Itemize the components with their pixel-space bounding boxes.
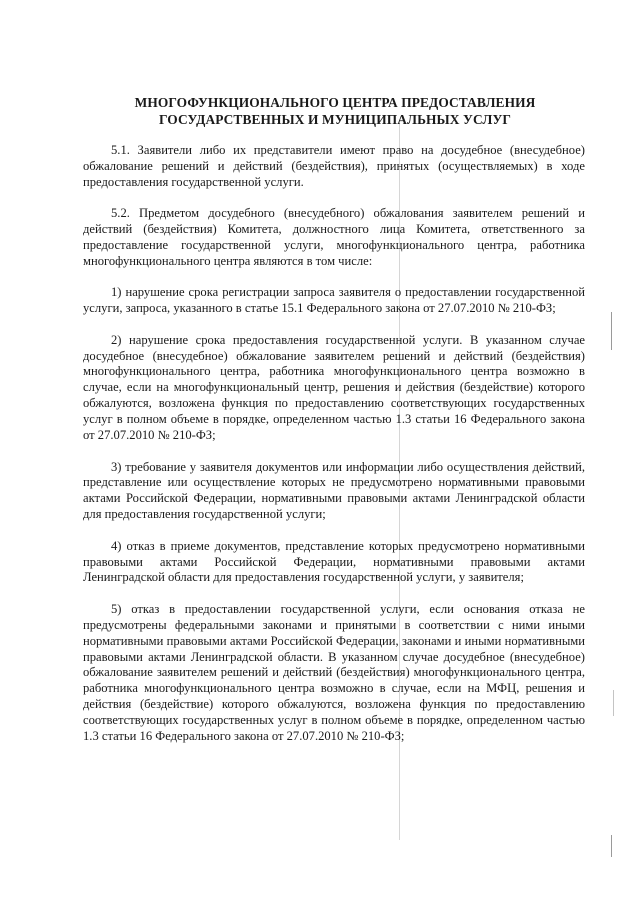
list-item-2: 2) нарушение срока предоставления государственной услуги. В указанном случае досудебное (внесудебное) обжалование заявителем решений и действий (бездействия) многофункционального центра, работника многофункционального центра возможно в случае, если на многофункциональный центр, решения и действия (бездействие) которого обжалуются, возложена функция по предоставлению соответствующих государственных услуг в полном объеме в порядке, определенном частью 1.3 статьи 16 Федерального закона от 27.07.2010 № 210-ФЗ; [83,332,585,443]
list-item-1: 1) нарушение срока регистрации запроса заявителя о предоставлении государственной услуги, запроса, указанного в статье 15.1 Федерального закона от 27.07.2010 № 210-ФЗ; [83,285,585,316]
list-item-5: 5) отказ в предоставлении государственной услуги, если основания отказа не предусмотрены федеральными законами и принятыми в соответствии с ними иными нормативными правовыми актами Российской Федерации, законами и иными нормативными правовыми актами Ленинградской области. В указанном случае досудебное (внесудебное) обжалование заявителем решений и действий (бездействия) многофункционального центра, работника многофункционального центра возможно в случае, если на МФЦ, решения и действия (бездействие) которого обжалуются, возложена функция по предоставлению соответствующих государственных услуг в полном объеме в порядке, определенном частью 1.3 статьи 16 Федерального закона от 27.07.2010 № 210-ФЗ; [83,601,585,744]
scan-edge-mark [613,690,614,716]
heading-line-1: МНОГОФУНКЦИОНАЛЬНОГО ЦЕНТРА ПРЕДОСТАВЛЕНИЯ [134,95,536,110]
paragraph-5-2: 5.2. Предметом досудебного (внесудебного) обжалования заявителем решений и действий (бездействия) Комитета, должностного лица Комитета, ответственного за предоставление государственной услуги, многофункционального центра, работника многофункционального центра являются в том числе: [83,206,585,268]
list-item-4: 4) отказ в приеме документов, представление которых предусмотрено нормативными правовыми актами Российской Федерации, нормативными правовыми актами Ленинградской области для предоставления государственной услуги, у заявителя; [83,538,585,585]
paragraph-5-1: 5.1. Заявители либо их представители имеют право на досудебное (внесудебное) обжалование решений и действий (бездействия), принятых (осуществляемых) в ходе предоставления государственной услуги. [83,143,585,189]
scan-edge-mark [611,835,612,857]
heading-line-2: ГОСУДАРСТВЕННЫХ И МУНИЦИПАЛЬНЫХ УСЛУГ [159,112,511,127]
scan-edge-mark [611,312,612,350]
document-body [83,143,585,761]
section-heading [80,94,590,128]
list-item-3: 3) требование у заявителя документов или информации либо осуществления действий, представление или осуществление которых не предусмотрено нормативными правовыми актами Российской Федерации, нормативными правовыми актами Ленинградской области для предоставления государственной услуги; [83,459,585,522]
